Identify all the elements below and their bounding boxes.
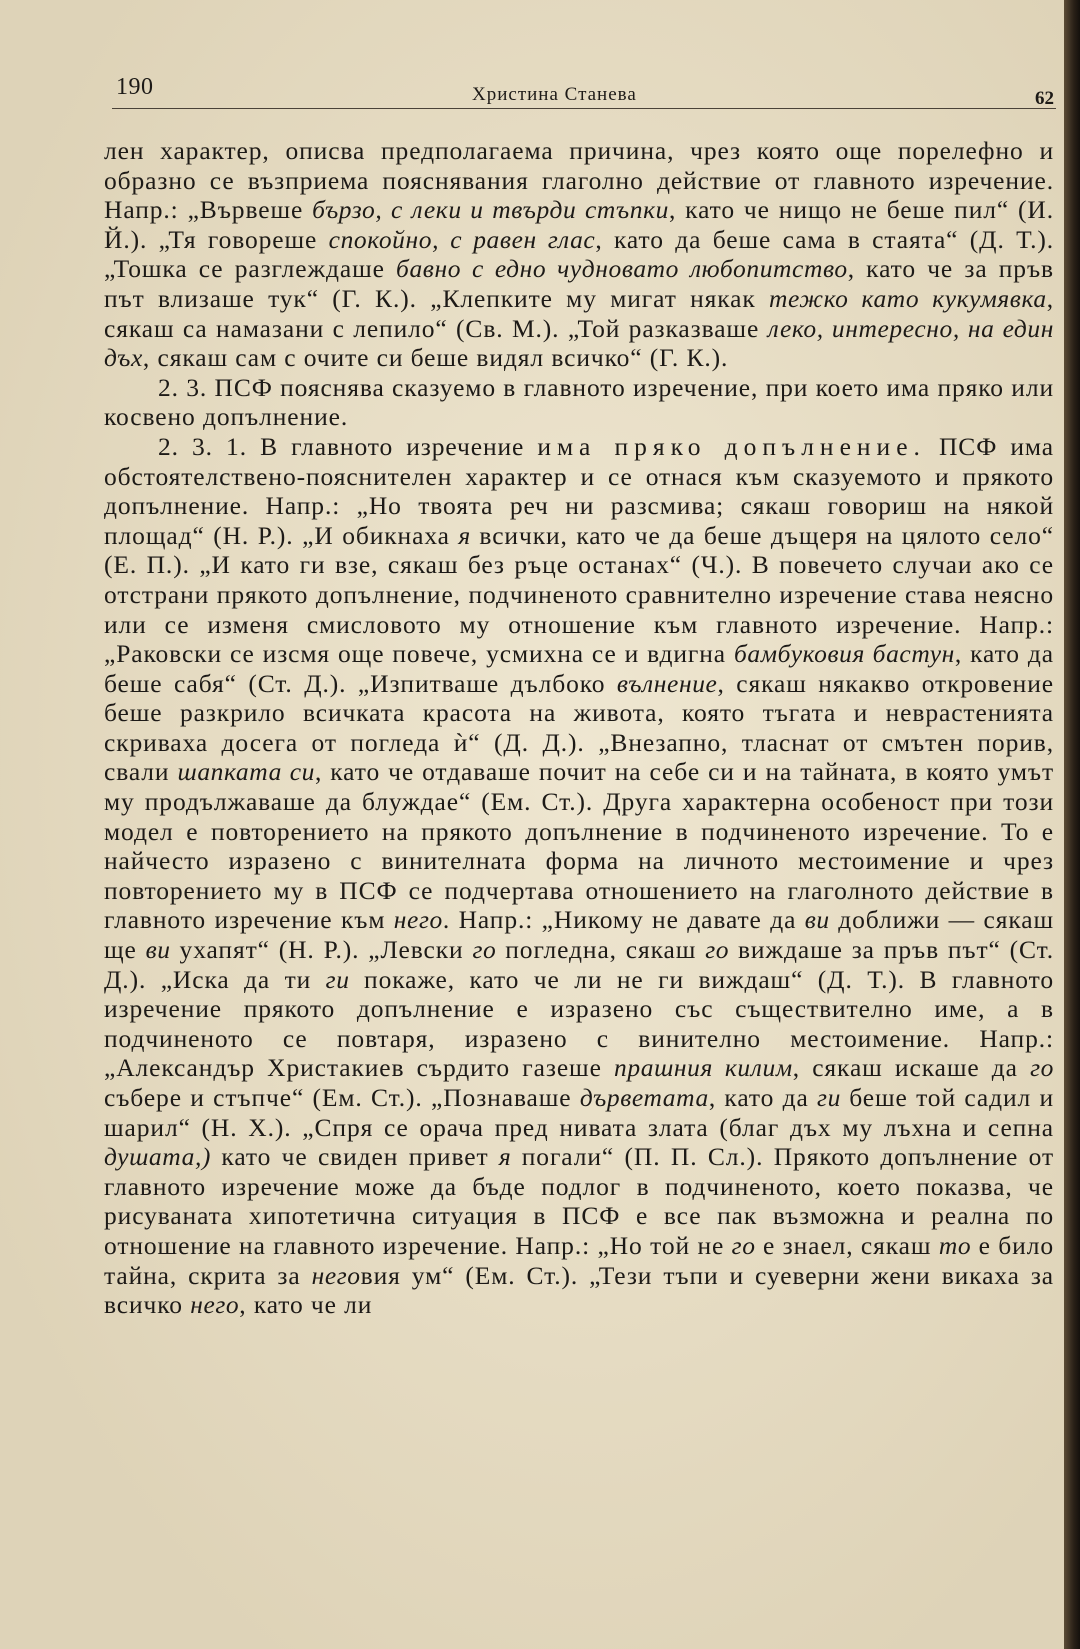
- running-head-author: Христина Станева: [472, 84, 637, 105]
- book-spine-edge: [1064, 0, 1080, 1649]
- paragraph-1: лен характер, описва предполагаема причина, чрез която още порелефно и образно се възприема пояснявания глаголно действие от главното изречение. Напр.: „Вървеше бързо, с леки и твърди стъпки, като че нищо не беше пил“ (И. Й.). „Тя говореше спокойно, с равен глас, като да беше сама в стаята“ (Д. Т.). „Тошка се разглеждаше бавно с едно чудновато любопитство, като че за пръв път влизаше тук“ (Г. К.). „Клепките му мигат някак тежко като кукумявка, сякаш са намазани с лепило“ (Св. М.). „Той разказваше леко, интересно, на един дъх, сякаш сам с очите си беше видял всичко“ (Г. К.).: [104, 136, 1055, 373]
- adjacent-page-number: 62: [1035, 88, 1054, 109]
- page-number: 190: [116, 74, 154, 100]
- page-header: [112, 74, 1056, 109]
- paragraph-2: 2. 3. ПСФ пояснява сказуемо в главното изречение, при което има пряко или косвено допълнение.: [104, 372, 1054, 432]
- paragraph-3: 2. 3. 1. В главното изречение има пряко допълнение. ПСФ има обстоятелствено-пояснителен характер и се отнася към сказуемото и прякото допълнение. Напр.: „Но твоята реч ни разсмива; сякаш говориш на някой площад“ (Н. Р.). „И обикнаха я всички, като че да беше дъщеря на цялото село“ (Е. П.). „И като ги взе, сякаш без ръце останах“ (Ч.). В повечето случаи ако се отстрани прякото допълнение, подчиненото сравнително изречение става неясно или се изменя смисловото му отношение към главното изречение. Напр.: „Раковски се изсмя още повече, усмихна се и вдигна бамбуковия бастун, като да беше сабя“ (Ст. Д.). „Изпитваше дълбоко вълнение, сякаш някакво откровение беше разкрило всичката красота на живота, която тъгата и неврастенията скриваха досега от погледа ѝ“ (Д. Д.). „Внезапно, тласнат от смътен порив, свали шапката си, като че отдаваше почит на себе си и на тайната, в която умът му продължаваше да блуждае“ (Ем. Ст.). Друга характерна особеност при този модел е повторението на прякото допълнение в подчиненото изречение. То е найчесто изразено с винителната форма на личното местоимение и чрез повторението му в ПСФ се подчертава отношението на глаголното действие в главното изречение към него. Напр.: „Никому не давате да ви доближи — сякаш ще ви ухапят“ (Н. Р.). „Левски го погледна, сякаш го виждаше за пръв път“ (Ст. Д.). „Иска да ти ги покаже, като че ли не ги виждаш“ (Д. Т.). В главното изречение прякото допълнение е изразено със съществително име, а в подчиненото се повтаря, изразено с винително местоимение. Напр.: „Александър Христакиев сърдито газеше прашния килим, сякаш искаше да го събере и стъпче“ (Ем. Ст.). „Познаваше дърветата, като да ги беше той садил и шарил“ (Н. Х.). „Спря се орача пред нивата злата (благ дъх му лъхна и сепна душата,) като че свиден привет я погали“ (П. П. Сл.). Прякото допълнение от главното изречение може да бъде подлог в подчиненото, което показва, че рисуваната хипотетична ситуация в ПСФ е все пак възможна и реална по отношение на главното изречение. Напр.: „Но той не го е знаел, сякаш то е било тайна, скрита за неговия ум“ (Ем. Ст.). „Тези тъпи и суеверни жени викаха за всичко него, като че ли: [104, 431, 1055, 1320]
- body-text: [104, 136, 1054, 1320]
